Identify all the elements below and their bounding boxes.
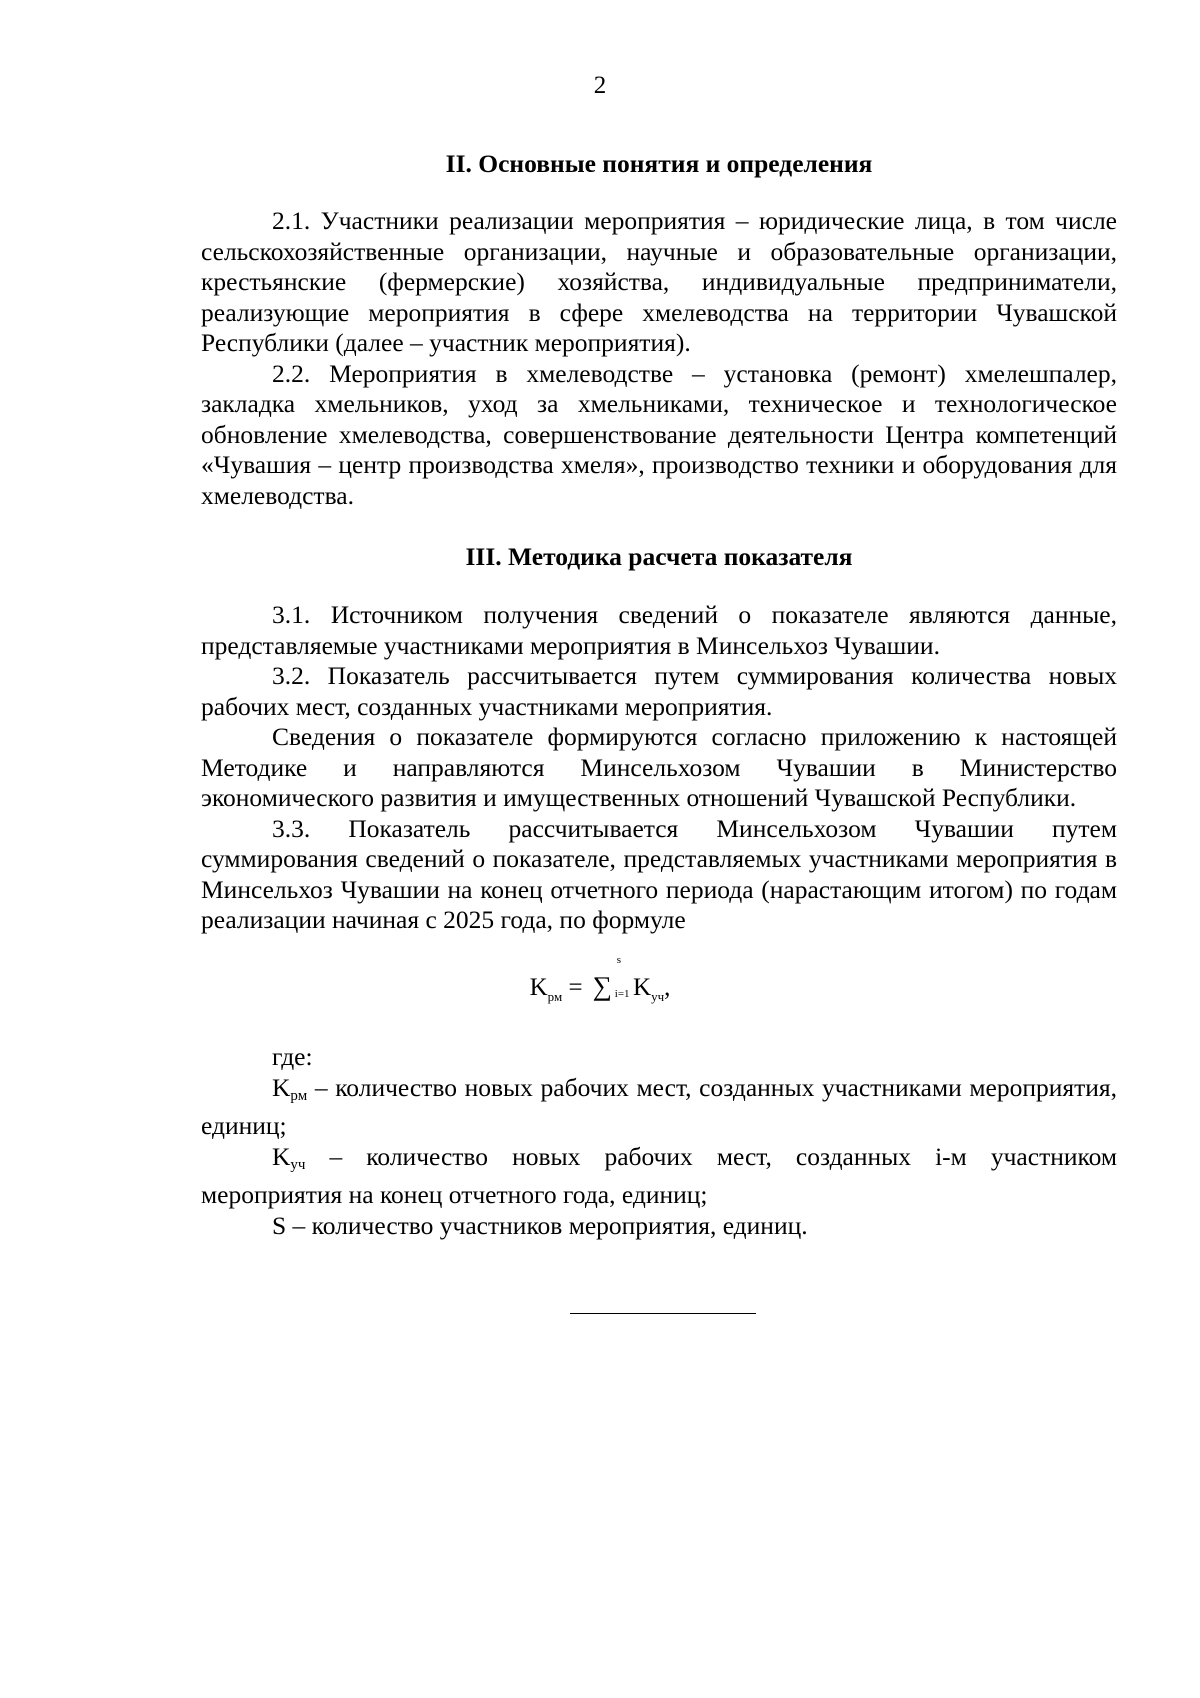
paragraph-2-1: 2.1. Участники реализации мероприятия – юридические лица, в том числе сельскохозяйственные организации, научные и образовательные организации, крестьянские (фермерские) хозяйства, индивидуальные предприниматели, реализующие мероприятия в сфере хмелеводства на территории Чувашской Республики (далее – участник мероприятия).	[201, 206, 1117, 357]
paragraph-3-2-details: Сведения о показателе формируются согласно приложению к настоящей Методике и направляются Минсельхозом Чувашии в Министерство экономического развития и имущественных отношений Чувашской Республики.	[201, 722, 1117, 812]
section-2	[201, 149, 1117, 180]
definition-k-rm-text: – количество новых рабочих мест, созданных участниками мероприятия, единиц;	[201, 1072, 1117, 1140]
section-2-body	[201, 206, 1117, 511]
definitions-intro: где:	[272, 1042, 313, 1071]
section-3	[201, 542, 1117, 573]
section-3-heading: III. Методика расчета показателя	[465, 542, 853, 571]
end-of-document-line	[570, 1313, 756, 1314]
sum-lower-limit: i=1	[614, 988, 630, 1000]
definition-k-uch-symbol: K	[272, 1141, 291, 1171]
definition-k-uch-text: – количество новых рабочих мест, созданных i-м участником мероприятия на конец отчетного года, единиц;	[201, 1141, 1117, 1209]
formula-equals: =	[568, 974, 583, 1001]
page-number: 2	[593, 72, 607, 99]
section-2-heading: II. Основные понятия и определения	[445, 149, 873, 178]
paragraph-3-1: 3.1. Источником получения сведений о показателе являются данные, представляемые участниками мероприятия в Минсельхоз Чувашии.	[201, 600, 1117, 660]
formula-lhs-symbol: K	[529, 974, 548, 1001]
formula-trailing: ,	[664, 974, 671, 1001]
definition-k-uch-subscript: уч	[290, 1156, 306, 1173]
paragraph-2-2: 2.2. Мероприятия в хмелеводстве – установка (ремонт) хмелешпалер, закладка хмельников, уход за хмельниками, техническое и технологическое обновление хмелеводства, совершенствование деятельности Центра компетенций «Чувашия – центр производства хмеля», производство техники и оборудования для хмелеводства.	[201, 358, 1117, 510]
definition-k-rm-symbol: K	[272, 1072, 291, 1102]
definition-s: S – количество участников мероприятия, единиц.	[272, 1210, 808, 1240]
sum-upper-limit: s	[616, 954, 622, 966]
sum-symbol: ∑	[592, 971, 613, 1001]
section-3-body	[201, 600, 1117, 936]
definitions	[201, 1042, 1117, 1241]
formula-rhs-subscript: уч	[651, 989, 665, 1004]
definition-k-rm-subscript: рм	[290, 1087, 308, 1104]
formula-lhs-subscript: рм	[547, 989, 563, 1004]
paragraph-3-2: 3.2. Показатель рассчитывается путем суммирования количества новых рабочих мест, созданных участниками мероприятия.	[201, 661, 1117, 721]
formula-rhs-symbol: K	[633, 974, 652, 1001]
definition-k-rm	[201, 1073, 1117, 1142]
definition-k-uch	[201, 1142, 1117, 1211]
paragraph-3-3: 3.3. Показатель рассчитывается Минсельхозом Чувашии путем суммирования сведений о показателе, представляемых участниками мероприятия в Минсельхоз Чувашии на конец отчетного периода (нарастающим итогом) по годам реализации начиная с 2025 года, по формуле	[201, 813, 1117, 934]
formula-sum	[592, 954, 630, 1006]
formula	[0, 954, 1200, 1011]
